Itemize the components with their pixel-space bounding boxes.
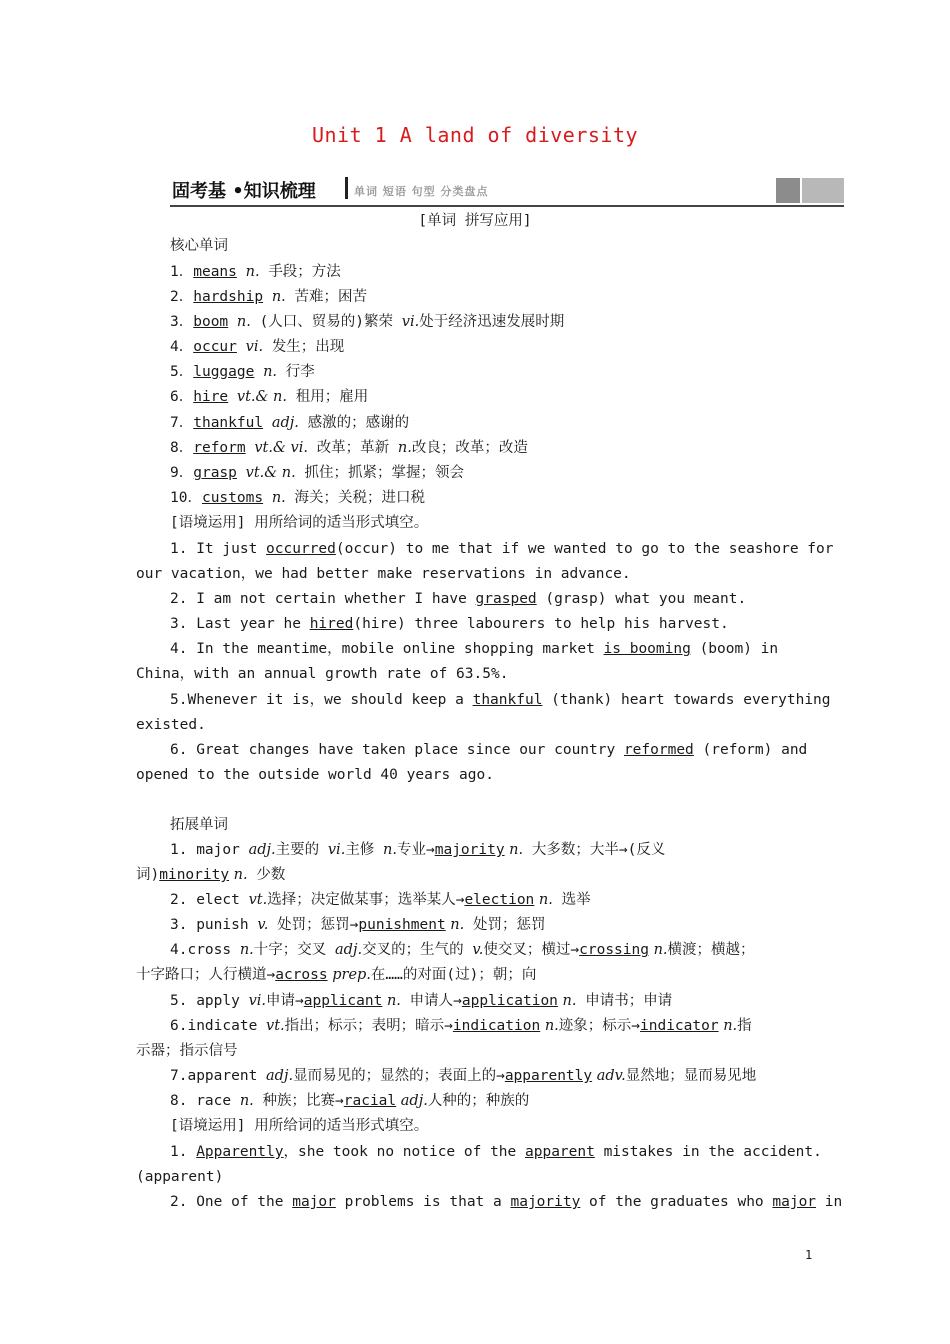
answer: indicator: [640, 1018, 719, 1034]
core-word-item: [170, 463, 464, 483]
item-number: 6．: [170, 389, 194, 405]
answer: grasp: [193, 465, 237, 481]
answer: hire: [193, 389, 229, 405]
banner-divider: [345, 177, 348, 199]
meaning: 发生；出现: [271, 339, 345, 355]
banner-block-light: [802, 178, 844, 203]
core-word-item: [170, 337, 344, 357]
ext-item-1: 1. major adj.主要的 vi.主修 n.专业→majority n. 大多数；大半→(反义: [170, 842, 666, 858]
ext-item-4: 4.cross n.十字；交叉 adj.交叉的；生气的 v.使交叉；横过→crossing n.横渡；横越；: [170, 942, 755, 958]
meaning: 处于经济迅速发展时期: [419, 314, 565, 330]
ext-item-3: 3. punish v. 处罚；惩罚→punishment n. 处罚；惩罚: [170, 917, 546, 933]
ex1-sentence-1-cont: our vacation，we had better make reservations in advance.: [136, 566, 631, 582]
answer: crossing: [579, 942, 649, 958]
part-of-speech: n.: [397, 440, 412, 456]
page-number: 1: [805, 1248, 813, 1262]
ex1-sentence-1: 1. It just occurred(occur) to me that if we wanted to go to the seashore for: [170, 541, 834, 557]
meaning: 抓住；抓紧；掌握；领会: [304, 465, 464, 481]
core-word-item: [170, 362, 315, 382]
ext-item-2: 2. elect vt.选择；决定做某事；选举某人→election n. 选举: [170, 892, 591, 908]
meaning: (人口、贸易的)繁荣: [259, 314, 394, 330]
part-of-speech: adj.: [271, 415, 299, 431]
answer: reformed: [623, 742, 694, 758]
meaning: 改革；革新: [316, 440, 390, 456]
answer: punishment: [358, 917, 446, 933]
ex1-sentence-4: 4. In the meantime，mobile online shopping market is booming (boom) in: [170, 641, 779, 657]
answer: across: [275, 967, 328, 983]
item-number: 4．: [170, 339, 194, 355]
answer: major: [772, 1194, 817, 1210]
meaning: 感激的；感谢的: [307, 415, 410, 431]
ex2-sentence-1-cont: (apparent): [136, 1169, 224, 1185]
item-number: 8．: [170, 440, 194, 456]
core-word-item: [170, 387, 368, 407]
answer: Apparently: [196, 1144, 284, 1160]
answer: racial: [343, 1093, 397, 1109]
ext-item-6-cont: 示器；指示信号: [136, 1043, 238, 1059]
meaning: 改良；改革；改造: [411, 440, 528, 456]
part-of-speech: n.: [245, 264, 260, 280]
ex1-sentence-3: 3. Last year he hired(hire) three labourers to help his harvest.: [170, 616, 729, 632]
answer: hired: [309, 616, 354, 632]
answer: minority: [159, 867, 230, 883]
core-word-item: [170, 413, 409, 433]
answer: thankful: [472, 692, 543, 708]
answer: major: [292, 1194, 336, 1210]
ex1-sentence-2: 2. I am not certain whether I have grasped (grasp) what you meant.: [170, 591, 747, 607]
section-banner: [170, 175, 844, 207]
part-of-speech: vt.& vi.: [254, 440, 308, 456]
answer: apparently: [504, 1068, 593, 1084]
part-of-speech: n.: [271, 490, 286, 506]
ex2-heading: [语境运用] 用所给词的适当形式填空。: [170, 1118, 429, 1134]
answer: is booming: [603, 641, 691, 657]
item-number: 7．: [170, 415, 194, 431]
answer: boom: [193, 314, 229, 330]
ext-item-1-cont: 词)minority n. 少数: [136, 867, 286, 883]
ext-item-8: 8. race n. 种族；比赛→racial adj.人种的；种族的: [170, 1093, 530, 1109]
answer: indication: [452, 1018, 541, 1034]
part-of-speech: n.: [263, 364, 278, 380]
part-of-speech: vt.& n.: [236, 389, 287, 405]
core-word-item: [170, 312, 564, 332]
ex1-sentence-5-cont: existed.: [136, 717, 206, 733]
answer: hardship: [193, 289, 264, 305]
ex1-sentence-6-cont: opened to the outside world 40 years ago.: [136, 767, 494, 783]
item-number: 2．: [170, 289, 194, 305]
item-number: 10．: [170, 490, 202, 506]
meaning: 苦难；困苦: [294, 289, 367, 305]
core-word-item: [170, 262, 341, 282]
part-of-speech: n.: [236, 314, 251, 330]
ext-item-5: 5. apply vi.申请→applicant n. 申请人→application n. 申请书；申请: [170, 993, 673, 1009]
banner-subtitle: 单词 短语 句型 分类盘点: [354, 185, 489, 198]
ex1-sentence-5: 5.Whenever it is，we should keep a thankful (thank) heart towards everything: [170, 692, 831, 708]
part-of-speech: vi.: [401, 314, 420, 330]
item-number: 9．: [170, 465, 194, 481]
core-word-item: [170, 488, 425, 508]
answer: election: [464, 892, 535, 908]
ext-heading: 拓展单词: [170, 817, 228, 833]
answer: grasped: [475, 591, 537, 607]
answer: majority: [434, 842, 505, 858]
meaning: 海关；关税；进口税: [294, 490, 425, 506]
ex1-sentence-6: 6. Great changes have taken place since our country reformed (reform) and: [170, 742, 808, 758]
answer: apparent: [525, 1144, 595, 1160]
answer: luggage: [193, 364, 255, 380]
answer: occurred: [266, 541, 336, 557]
answer: means: [193, 264, 237, 280]
ex1-heading: [语境运用] 用所给词的适当形式填空。: [170, 515, 429, 531]
ex1-sentence-4-cont: China，with an annual growth rate of 63.5%.: [136, 666, 509, 682]
ext-item-7: 7.apparent adj.显而易见的；显然的；表面上的→apparently adv.显然地；显而易见地: [170, 1068, 757, 1084]
answer: application: [461, 993, 558, 1009]
core-word-item: [170, 287, 367, 307]
meaning: 手段；方法: [268, 264, 341, 280]
ext-item-4-cont: 十字路口；人行横道→across prep.在……的对面(过)；朝；向: [136, 967, 537, 983]
answer: occur: [193, 339, 237, 355]
answer: majority: [510, 1194, 581, 1210]
item-number: 3．: [170, 314, 194, 330]
ex2-sentence-1: 1. Apparently，she took no notice of the apparent mistakes in the accident.: [170, 1144, 822, 1160]
section-title: [单词 拼写应用]: [418, 213, 532, 229]
meaning: 行李: [285, 364, 315, 380]
answer: applicant: [303, 993, 383, 1009]
ex2-sentence-2: 2. One of the major problems is that a majority of the graduates who major in: [170, 1194, 843, 1210]
answer: reform: [193, 440, 246, 456]
banner-block-dark: [776, 178, 800, 203]
part-of-speech: vt.& n.: [245, 465, 296, 481]
core-heading: 核心单词: [170, 238, 228, 254]
item-number: 1．: [170, 264, 194, 280]
meaning: 租用；雇用: [295, 389, 369, 405]
part-of-speech: vi.: [245, 339, 264, 355]
core-word-item: [170, 438, 528, 458]
banner-title: 固考基 •知识梳理: [172, 181, 316, 202]
page-title: Unit 1 A land of diversity: [311, 123, 639, 147]
answer: customs: [201, 490, 264, 506]
item-number: 5．: [170, 364, 194, 380]
part-of-speech: n.: [271, 289, 286, 305]
answer: thankful: [193, 415, 264, 431]
ext-item-6: 6.indicate vt.指出；标示；表明；暗示→indication n.迹象；标示→indicator n.指: [170, 1018, 752, 1034]
